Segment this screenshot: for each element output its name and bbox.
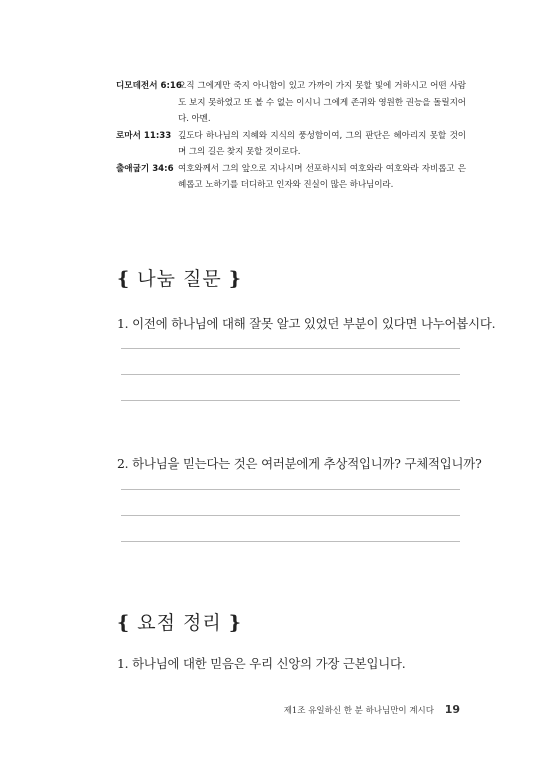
answer-line[interactable] [121,400,460,401]
verse-text: 깊도다 하나님의 지혜와 지식의 풍성함이여, 그의 판단은 헤아리지 못할 것이며 그의 길은 찾지 못할 것이로다. [178,130,466,157]
sharing-section-title [117,264,242,291]
verse-text: 오직 그에게만 죽지 아니함이 있고 가까이 가지 못할 빛에 거하시고 어떤 사람도 보지 못하였고 또 볼 수 없는 이시니 그에게 존귀와 영원한 권능을 돌릴지어다. 아멘. [178,81,466,124]
scripture-verses [116,78,466,194]
verse-reference: 출애굽기 34:6 [116,163,174,174]
answer-line[interactable] [121,541,460,542]
page-number: 19 [444,703,460,716]
question-1: 1. 이전에 하나님에 대해 잘못 알고 있었던 부분이 있다면 나누어봅시다. [117,316,496,331]
question-2: 2. 하나님을 믿는다는 것은 여러분에게 추상적입니까? 구체적입니까? [117,456,482,471]
bracket-open: { [117,612,131,634]
chapter-title: 제1조 유일하신 한 분 하나님만이 계시다 [283,706,434,716]
answer-line[interactable] [121,348,460,349]
answer-line[interactable] [121,489,460,490]
verse-reference: 디모데전서 6:16 [116,81,182,91]
answer-line[interactable] [121,374,460,375]
bracket-close: } [228,612,242,634]
bracket-open: { [117,268,131,290]
verse-text: 여호와께서 그의 앞으로 지나시며 선포하시되 여호와라 여호와라 자비롭고 은혜롭고 노하기를 더디하고 인자와 진실이 많은 하나님이라. [178,163,466,190]
section-title-text: 요점 정리 [137,612,222,634]
summary-point-1: 1. 하나님에 대한 믿음은 우리 신앙의 가장 근본입니다. [117,656,406,671]
answer-line[interactable] [121,515,460,516]
summary-section-title [117,608,242,635]
verse-reference: 로마서 11:33 [116,130,172,141]
verse-3 [116,161,466,194]
verse-2 [116,128,466,161]
section-title-text: 나눔 질문 [137,268,222,290]
page-footer [284,703,460,716]
bracket-close: } [228,268,242,290]
verse-1 [116,78,466,128]
